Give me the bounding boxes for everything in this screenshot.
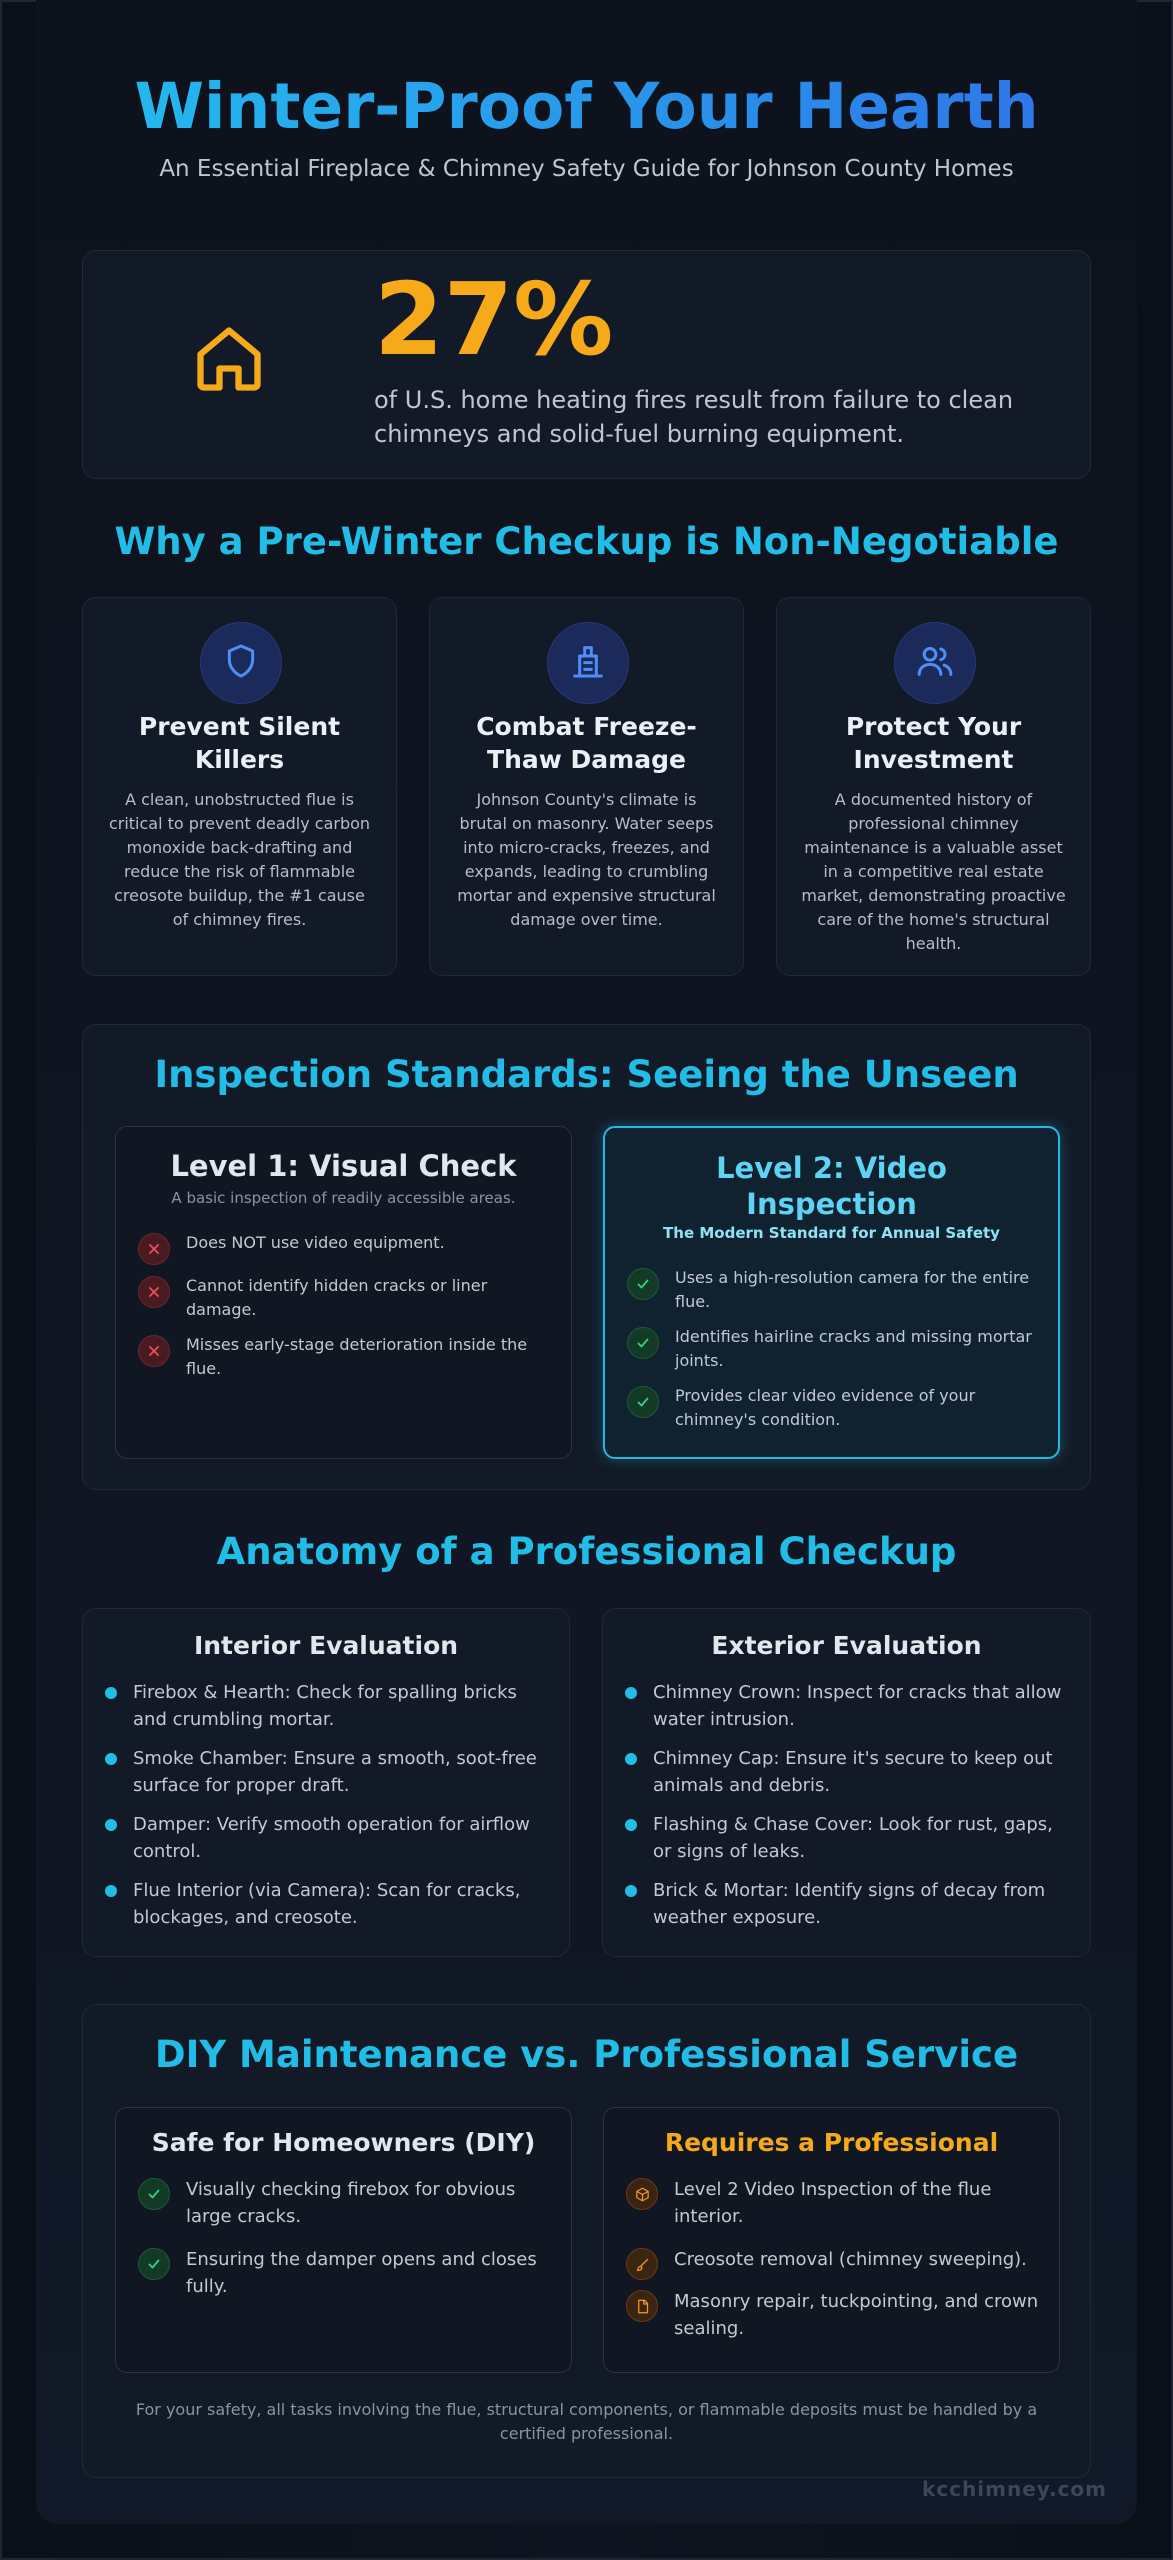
item-text: Ensuring the damper opens and closes fully. [186,2249,537,2297]
item-text: Provides clear video evidence of your chimney's condition. [675,1386,976,1429]
document-icon [626,2290,658,2322]
inspection-heading: Inspection Standards: Seeing the Unseen [154,1053,1019,1096]
list-item [138,2176,551,2230]
card-text: A documented history of professional chimney maintenance is a valuable asset in a competitive real estate market, demonstrating proactive care of the home's structural health. [801,790,1066,953]
x-icon [138,1276,170,1308]
check-icon [138,2178,170,2210]
list-item [626,2288,1039,2342]
item-text: Masonry repair, tuckpointing, and crown sealing. [674,2291,1039,2339]
item-text: Flue Interior (via Camera): Scan for cracks, blockages, and creosote. [133,1880,521,1928]
bullet-icon [625,1753,637,1765]
icon-badge [547,622,629,704]
item-text: Brick & Mortar: Identify signs of decay from weather exposure. [653,1880,1046,1928]
card-text: A clean, unobstructed flue is critical to prevent deadly carbon monoxide back-drafting and reduce the risk of flammable creosote buildup, the #1 cause of chimney fires. [108,790,371,929]
box-icon [626,2178,658,2210]
list-item [105,1679,549,1733]
list-item [138,1333,551,1381]
item-text: Does NOT use video equipment. [186,1233,445,1252]
item-text: Chimney Crown: Inspect for cracks that allow water intrusion. [653,1682,1062,1730]
list-item [105,1811,549,1865]
list-item [625,1877,1070,1931]
card-title: Combat Freeze-Thaw Damage [476,712,697,774]
list-item [138,2246,551,2300]
brush-icon [626,2248,658,2280]
list-item [625,1679,1070,1733]
stat-value: 27% [374,261,614,378]
x-icon [138,1335,170,1367]
item-text: Damper: Verify smooth operation for airflow control. [133,1814,530,1862]
exterior-evaluation-card [602,1608,1091,1957]
list-item [626,2246,1039,2280]
item-text: Cannot identify hidden cracks or liner damage. [186,1276,488,1319]
card-title: Protect Your Investment [845,712,1022,774]
list-item [626,2176,1039,2230]
house-icon [191,321,267,401]
page-title: Winter-Proof Your Hearth [0,70,1173,143]
list-item [105,1877,549,1931]
check-icon [627,1327,659,1359]
level1-card [115,1126,572,1459]
list-item [105,1745,549,1799]
exterior-title: Exterior Evaluation [711,1631,982,1660]
list-item [627,1266,1038,1314]
inspection-section [82,1024,1091,1490]
item-text: Identifies hairline cracks and missing mortar joints. [675,1327,1032,1370]
bullet-icon [105,1753,117,1765]
list-item [625,1811,1070,1865]
why-card-freeze-thaw [429,597,744,976]
why-card-investment [776,597,1091,976]
item-text: Chimney Cap: Ensure it's secure to keep out animals and debris. [653,1748,1053,1796]
brand-watermark[interactable]: kcchimney.com [922,2477,1107,2501]
check-icon [627,1386,659,1418]
list-item [627,1384,1038,1432]
item-text: Uses a high-resolution camera for the entire flue. [675,1268,1030,1311]
homeowner-title: Safe for Homeowners (DIY) [151,2128,536,2157]
list-item [138,1274,551,1322]
bullet-icon [105,1885,117,1897]
card-text: Johnson County's climate is brutal on masonry. Water seeps into micro-cracks, freezes, and expands, leading to crumbling mortar and expensive structural damage over time. [457,790,716,929]
list-item [625,1745,1070,1799]
bullet-icon [625,1687,637,1699]
item-text: Firebox & Hearth: Check for spalling bricks and crumbling mortar. [133,1682,517,1730]
icon-badge [200,622,282,704]
level1-subtitle: A basic inspection of readily accessible areas. [171,1189,516,1207]
why-card-prevent [82,597,397,976]
page-subtitle: An Essential Fireplace & Chimney Safety Guide for Johnson County Homes [159,156,1014,182]
interior-title: Interior Evaluation [193,1631,459,1660]
building-icon [568,641,608,685]
check-icon [138,2248,170,2280]
item-text: Flashing & Chase Cover: Look for rust, gaps, or signs of leaks. [653,1814,1053,1862]
item-text: Creosote removal (chimney sweeping). [674,2249,1027,2270]
shield-icon [221,641,261,685]
card-title: Prevent Silent Killers [138,712,341,774]
anatomy-heading: Anatomy of a Professional Checkup [216,1530,957,1573]
level2-subtitle: The Modern Standard for Annual Safety [663,1224,1000,1242]
professional-card [603,2107,1060,2373]
interior-evaluation-card [82,1608,570,1957]
bullet-icon [105,1819,117,1831]
item-text: Smoke Chamber: Ensure a smooth, soot-free surface for proper draft. [133,1748,537,1796]
item-text: Level 2 Video Inspection of the flue interior. [674,2179,992,2227]
level1-title: Level 1: Visual Check [170,1149,517,1183]
why-heading: Why a Pre-Winter Checkup is Non-Negotiable [114,520,1059,563]
level2-title: Level 2: Video Inspection [716,1151,947,1221]
item-text: Misses early-stage deterioration inside the flue. [186,1335,528,1378]
bullet-icon [625,1885,637,1897]
level2-card [603,1126,1060,1459]
homeowner-card [115,2107,572,2373]
users-icon [915,641,955,685]
list-item [627,1325,1038,1373]
bullet-icon [625,1819,637,1831]
bullet-icon [105,1687,117,1699]
icon-badge [894,622,976,704]
stat-description: of U.S. home heating fires result from failure to clean chimneys and solid-fuel burning equipment. [374,386,1014,448]
diy-heading: DIY Maintenance vs. Professional Service [154,2033,1019,2076]
check-icon [627,1268,659,1300]
list-item [138,1231,551,1265]
professional-title: Requires a Professional [664,2128,999,2157]
x-icon [138,1233,170,1265]
item-text: Visually checking firebox for obvious large cracks. [186,2179,516,2227]
safety-footnote: For your safety, all tasks involving the flue, structural components, or flammable deposits must be handled by a certified professional. [135,2400,1038,2443]
